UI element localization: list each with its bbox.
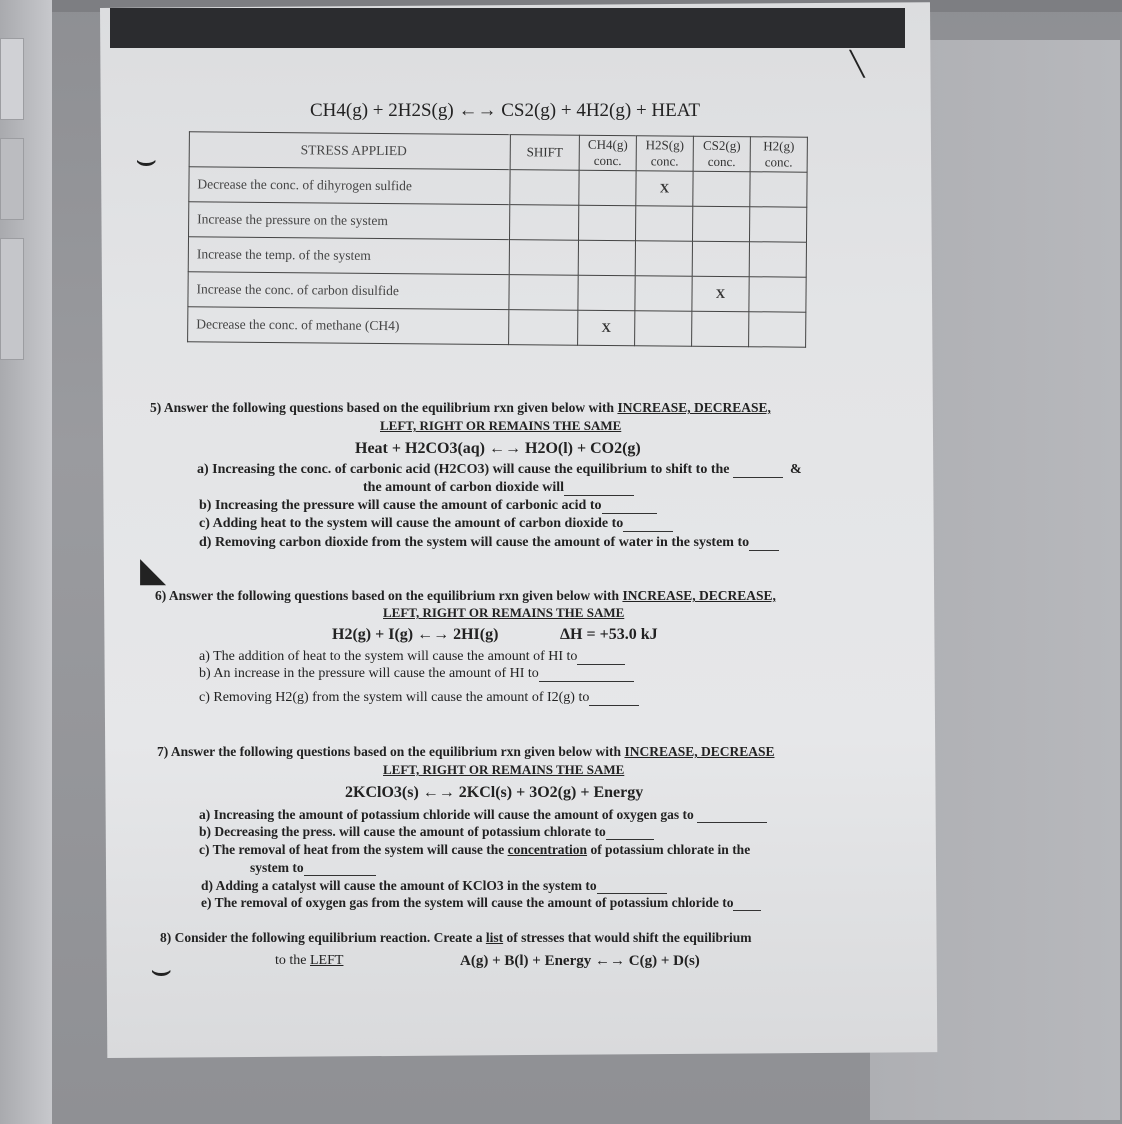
q7-b	[199, 824, 654, 840]
q7-c-underlined: concentration	[507, 842, 588, 857]
q6-c	[199, 690, 639, 706]
q6-b-text: b) An increase in the pressure will cause the amount of HI to	[199, 666, 539, 681]
q7-c-text-3: system to	[250, 860, 304, 875]
q5-d	[199, 535, 779, 551]
table-cell	[749, 207, 806, 242]
q5-intro	[150, 400, 771, 416]
q6-b	[199, 666, 634, 682]
q6-options: INCREASE, DECREASE,	[622, 588, 776, 603]
table-cell	[578, 240, 635, 275]
table-cell	[750, 172, 807, 207]
table-cell	[635, 311, 692, 346]
q8-intro-text-2: of stresses that would shift the equilibrium	[503, 930, 752, 945]
table-header: STRESS APPLIED	[189, 132, 510, 170]
table-cell: X	[636, 171, 693, 206]
stress-cell: Increase the temp. of the system	[188, 237, 509, 275]
q7-a-text: a) Increasing the amount of potassium chloride will cause the amount of oxygen gas to	[199, 807, 694, 822]
table-cell	[579, 170, 636, 205]
q8-equation: A(g) + B(l) + Energy ←→ C(g) + D(s)	[460, 953, 700, 969]
table-cell	[635, 206, 692, 241]
answer-blank[interactable]	[602, 513, 657, 514]
answer-blank[interactable]	[564, 495, 634, 496]
q6-enthalpy: ΔH = +53.0 kJ	[560, 626, 658, 643]
table-cell	[635, 241, 692, 276]
table-cell	[692, 311, 749, 346]
stress-cell: Increase the conc. of carbon disulfide	[188, 272, 509, 310]
q5-equation: Heat + H2CO3(aq) ←→ H2O(l) + CO2(g)	[355, 440, 641, 457]
pen-mark-icon: ⌣	[135, 140, 158, 180]
table-row	[189, 167, 807, 207]
equilibrium-equation: CH4(g) + 2H2S(g) ←→ CS2(g) + 4H2(g) + HEAT	[310, 100, 700, 121]
stress-cell: Decrease the conc. of dihyrogen sulfide	[189, 167, 510, 205]
table-cell	[510, 170, 579, 206]
table-cell	[509, 240, 578, 276]
table-header-row	[189, 132, 807, 172]
q5-b-text: b) Increasing the pressure will cause the amount of carbonic acid to	[199, 498, 602, 513]
table-cell: X	[692, 276, 749, 311]
q7-options-2: LEFT, RIGHT OR REMAINS THE SAME	[383, 762, 625, 777]
q7-c-text-2: of potassium chlorate in the	[587, 842, 751, 857]
table-header: H2S(g) conc.	[636, 136, 693, 171]
answer-blank[interactable]	[733, 477, 783, 478]
q5-a	[197, 462, 802, 478]
q5-a2	[363, 480, 634, 496]
q6-intro	[155, 588, 776, 604]
q6-intro-text: 6) Answer the following questions based on the equilibrium rxn given below with	[155, 588, 623, 603]
q5-d-text: d) Removing carbon dioxide from the system will cause the amount of water in the system to	[199, 535, 750, 550]
background-tab	[0, 138, 24, 220]
table-cell	[693, 171, 750, 206]
q5-intro-text: 5) Answer the following questions based on the equilibrium rxn given below with	[150, 400, 618, 415]
answer-blank[interactable]	[749, 550, 779, 551]
q5-c	[199, 516, 673, 532]
table-row	[189, 202, 807, 242]
q8-sub	[275, 953, 343, 969]
table-header: CS2(g) conc.	[693, 136, 750, 171]
answer-blank[interactable]	[577, 664, 625, 665]
answer-blank[interactable]	[733, 910, 761, 911]
q8-intro-underlined: list	[485, 930, 504, 945]
table-row	[188, 307, 806, 347]
q7-d-text: d) Adding a catalyst will cause the amount of KClO3 in the system to	[201, 878, 597, 893]
table-header: CH4(g) conc.	[579, 135, 636, 170]
pen-mark-icon: ╲	[850, 50, 865, 78]
table-row	[188, 237, 806, 277]
table-cell	[509, 275, 578, 311]
q5-a-amp: &	[790, 462, 802, 477]
q8-intro-text: 8) Consider the following equilibrium reaction. Create a	[160, 930, 486, 945]
q7-e-text: e) The removal of oxygen gas from the system will cause the amount of potassium chloride to	[201, 895, 734, 910]
q5-a-text: a) Increasing the conc. of carbonic acid (H2CO3) will cause the equilibrium to shift to the	[197, 462, 730, 477]
table-cell	[692, 206, 749, 241]
answer-blank[interactable]	[304, 875, 376, 876]
answer-blank[interactable]	[697, 822, 767, 823]
q7-intro	[157, 744, 774, 760]
answer-blank[interactable]	[597, 893, 667, 894]
q7-options: INCREASE, DECREASE	[624, 744, 775, 759]
answer-blank[interactable]	[606, 839, 654, 840]
background-tab	[0, 38, 24, 120]
q7-intro-text: 7) Answer the following questions based on the equilibrium rxn given below with	[157, 744, 625, 759]
table-row	[188, 272, 806, 312]
table-cell	[578, 205, 635, 240]
stress-cell: Decrease the conc. of methane (CH4)	[188, 307, 509, 345]
answer-blank[interactable]	[539, 681, 634, 682]
answer-blank[interactable]	[589, 705, 639, 706]
q7-a	[199, 807, 767, 823]
table-cell: X	[578, 310, 635, 345]
table-cell	[509, 205, 578, 241]
q5-options-2: LEFT, RIGHT OR REMAINS THE SAME	[380, 418, 622, 433]
q6-a	[199, 649, 625, 665]
q5-options: INCREASE, DECREASE,	[617, 400, 771, 415]
answer-blank[interactable]	[623, 531, 673, 532]
table-cell	[635, 276, 692, 311]
q7-d	[201, 878, 667, 894]
table-cell	[692, 241, 749, 276]
pen-mark-icon: ⌣	[150, 950, 173, 990]
q8-sub-underlined: LEFT	[310, 953, 344, 968]
q7-c	[199, 842, 750, 858]
q5-c-text: c) Adding heat to the system will cause the amount of carbon dioxide to	[199, 516, 624, 531]
table-cell	[749, 242, 806, 277]
table-header: H2(g) conc.	[750, 137, 807, 172]
q6-c-text: c) Removing H2(g) from the system will cause the amount of I2(g) to	[199, 690, 590, 705]
table-cell	[578, 275, 635, 310]
q7-c-line2	[250, 860, 376, 876]
table-cell	[509, 310, 578, 346]
table-header: SHIFT	[510, 135, 579, 171]
stress-table	[187, 131, 808, 347]
q6-equation: H2(g) + I(g) ←→ 2HI(g)	[332, 626, 499, 643]
q5-b	[199, 498, 657, 514]
q6-a-text: a) The addition of heat to the system will cause the amount of HI to	[199, 649, 578, 664]
q6-options-2: LEFT, RIGHT OR REMAINS THE SAME	[383, 605, 625, 620]
q8-sub-text: to the	[275, 953, 310, 968]
background-tab	[0, 238, 24, 360]
q7-c-text: c) The removal of heat from the system will cause the	[199, 842, 508, 857]
pen-mark-icon: ◣	[140, 550, 167, 590]
stress-cell: Increase the pressure on the system	[189, 202, 510, 240]
q7-b-text: b) Decreasing the press. will cause the amount of potassium chlorate to	[199, 824, 606, 839]
q8-intro	[160, 930, 752, 946]
q7-e	[201, 895, 761, 911]
q7-equation: 2KClO3(s) ←→ 2KCl(s) + 3O2(g) + Energy	[345, 784, 644, 801]
table-cell	[749, 277, 806, 312]
worksheet-top-shadow	[110, 8, 905, 48]
table-cell	[749, 312, 806, 347]
q5-a2-text: the amount of carbon dioxide will	[363, 480, 565, 495]
